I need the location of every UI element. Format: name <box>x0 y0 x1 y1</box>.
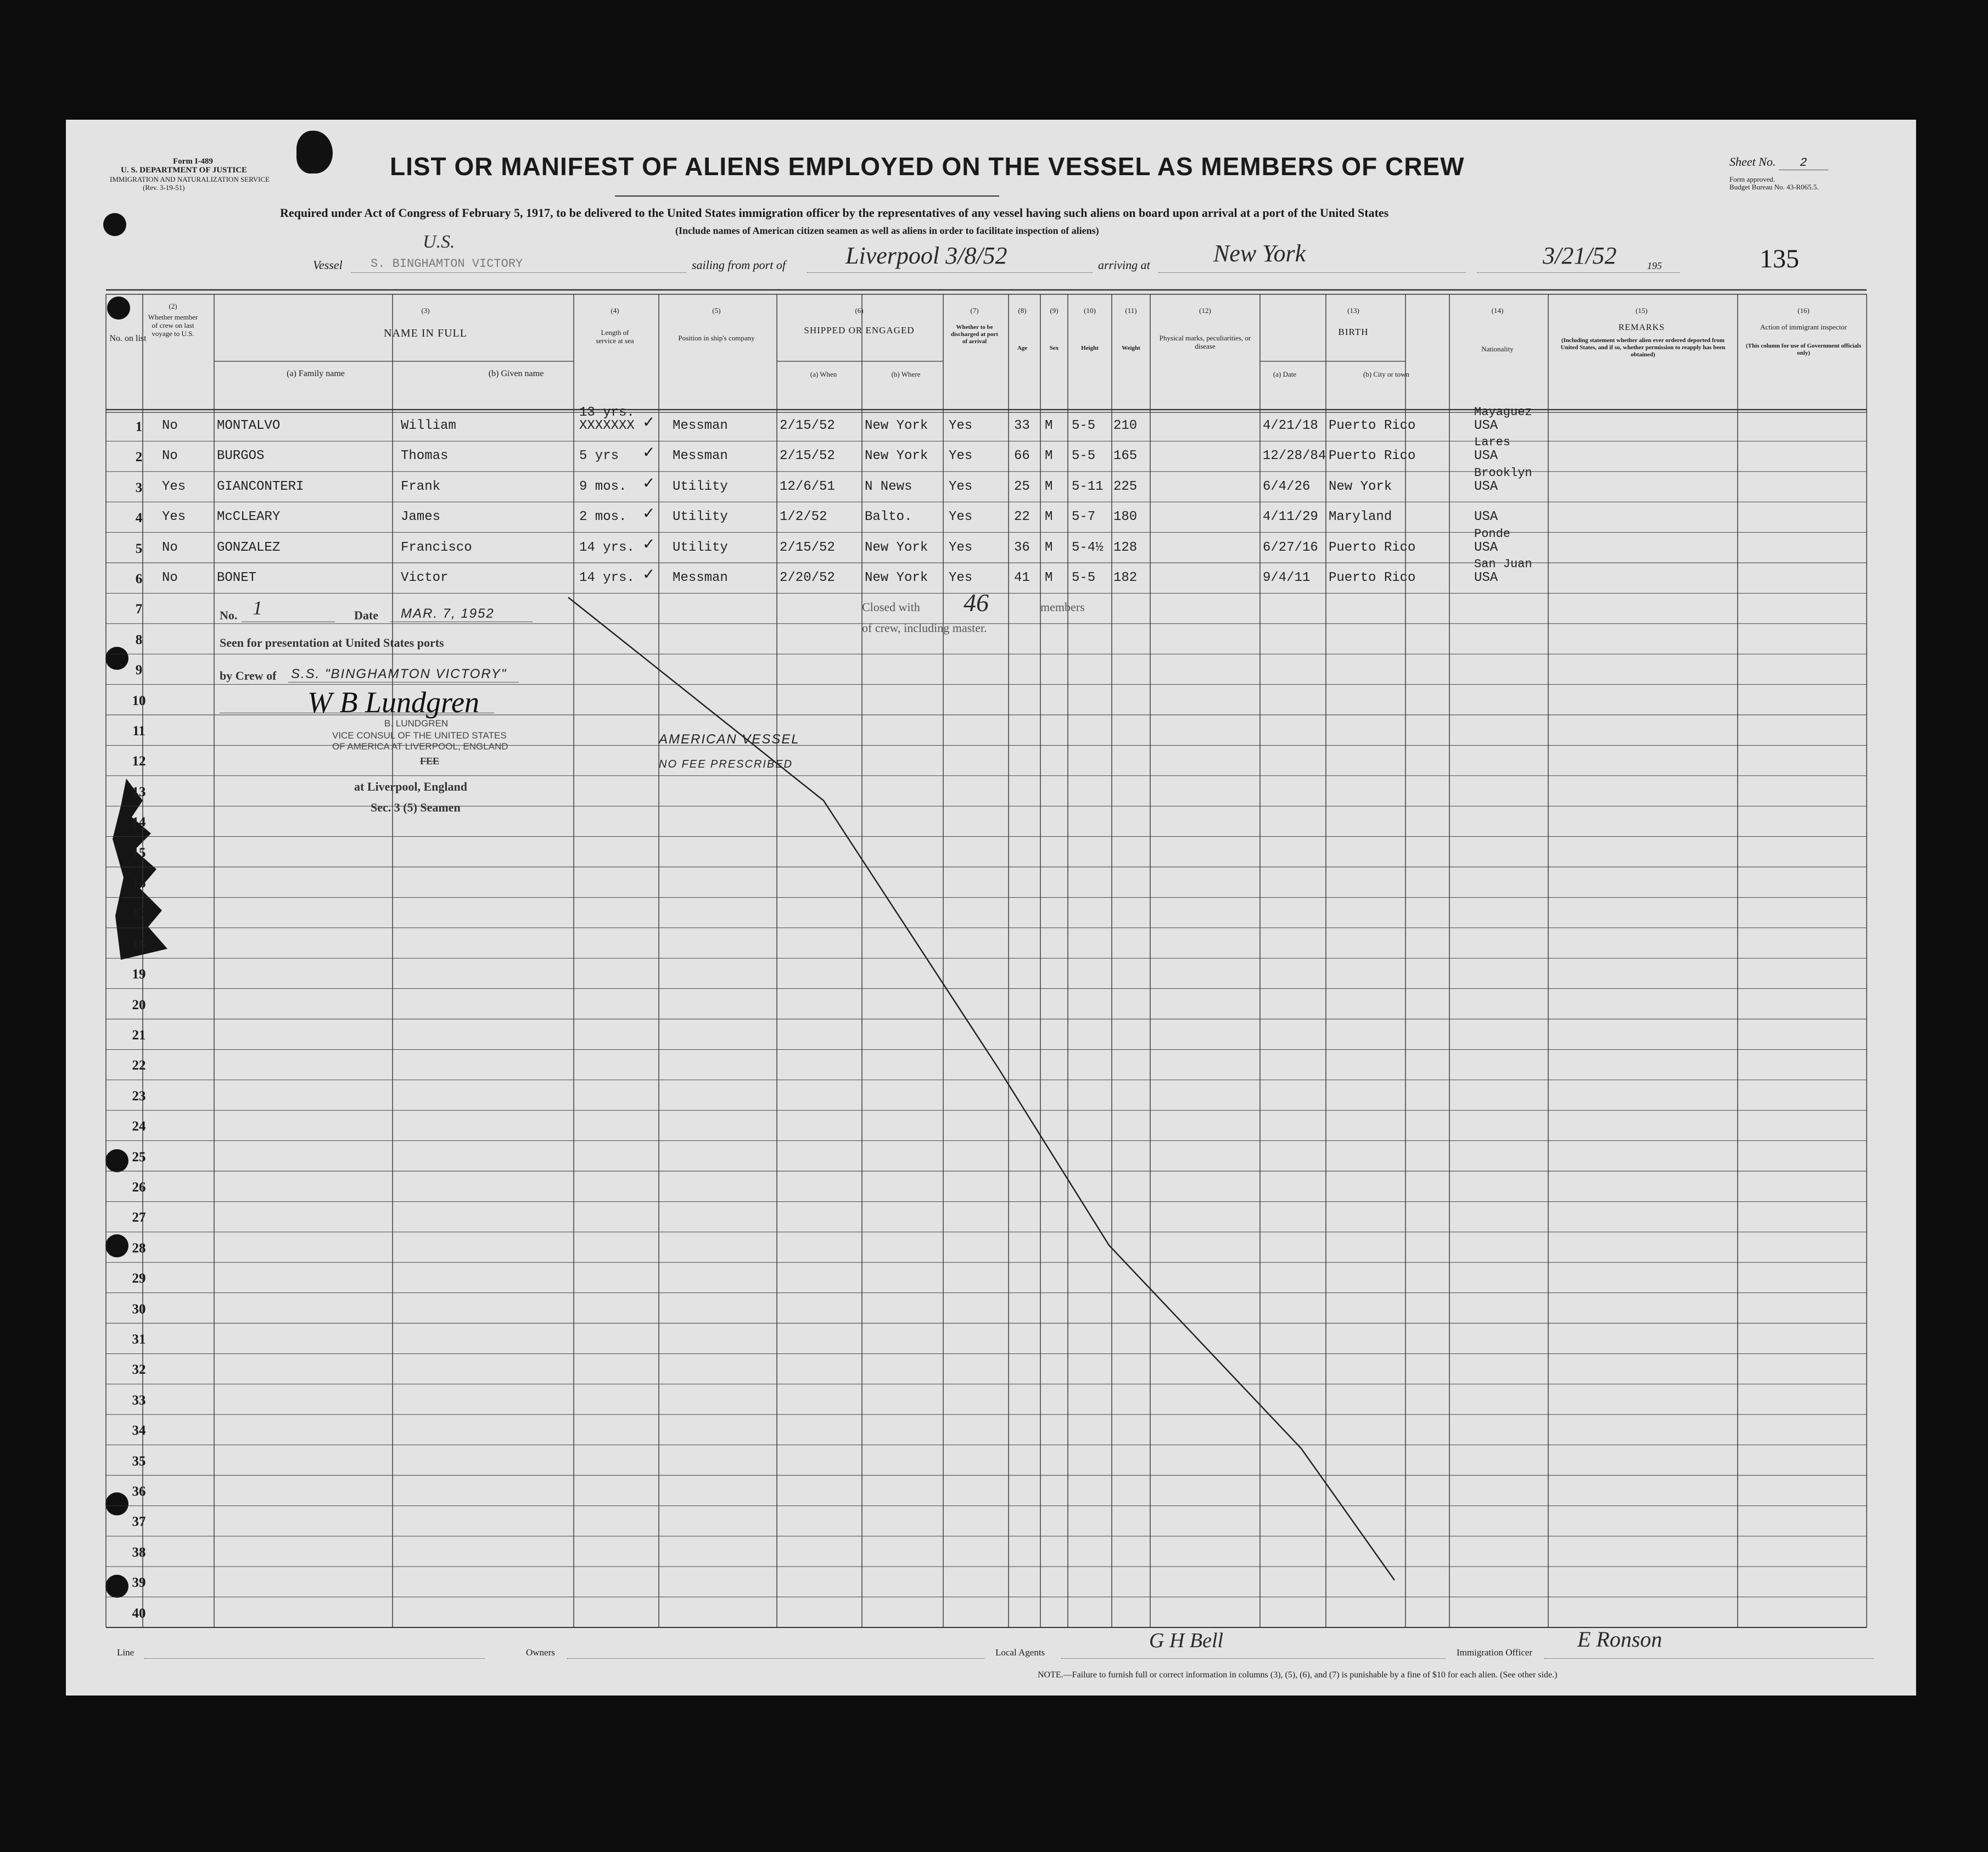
nationality: USA <box>1474 479 1498 494</box>
approval-note: Form approved. <box>1729 175 1776 183</box>
check-mark-icon: ✓ <box>642 535 656 553</box>
row-number: 20 <box>132 997 146 1012</box>
header-col5-num: (5) <box>712 306 721 315</box>
header-col2-num: (2) <box>169 302 177 310</box>
include-note: (Include names of American citizen seamen as well as aliens in order to facilitate inspection of aliens) <box>675 225 1099 236</box>
sheet-value: 2 <box>1779 156 1828 170</box>
footer-agents-signature: G H Bell <box>1149 1629 1224 1652</box>
row-number: 38 <box>132 1545 146 1560</box>
age: 66 <box>1014 449 1030 464</box>
shipped-where: New York <box>865 418 928 433</box>
revision: (Rev. 3-19-51) <box>143 183 185 192</box>
consul-title-1: VICE CONSUL OF THE UNITED STATES <box>332 730 507 741</box>
row-number: 36 <box>132 1484 146 1499</box>
birth-date: 4/21/18 <box>1263 418 1318 433</box>
shipped-when: 2/20/52 <box>780 570 835 585</box>
birth-city: Puerto Rico <box>1329 540 1416 555</box>
birth-city: Maryland <box>1329 510 1392 525</box>
sailing-label: sailing from port of <box>692 258 786 272</box>
row-number: 9 <box>135 663 143 678</box>
row-number: 33 <box>132 1392 146 1408</box>
shipped-when: 2/15/52 <box>780 449 835 464</box>
service-length: 9 mos. <box>579 479 627 494</box>
form-number: Form I-489 <box>173 157 213 166</box>
consul-signature: W B Lundgren <box>307 686 479 719</box>
service-length: 14 yrs. <box>579 540 635 555</box>
height: 5-4½ <box>1072 540 1104 555</box>
check-mark-icon: ✓ <box>642 505 656 523</box>
manifest-sheet <box>66 120 1916 1696</box>
footer-line <box>117 1627 1874 1669</box>
shipped-when: 12/6/51 <box>780 479 835 494</box>
birth-town-note: San Juan <box>1474 557 1532 571</box>
birth-city: Puerto Rico <box>1329 570 1416 585</box>
birth-town-note: Mayaguez <box>1474 405 1532 419</box>
consul-title-2: OF AMERICA AT LIVERPOOL, ENGLAND <box>332 741 508 752</box>
footer-line-underline <box>144 1658 485 1659</box>
of-crew-label: of crew, including master. <box>862 621 987 635</box>
stamp-seen-text: Seen for presentation at United States ports <box>220 636 444 650</box>
stamp-fee: FEE <box>420 756 440 766</box>
discharged: Yes <box>949 570 973 585</box>
weight: 128 <box>1113 540 1138 555</box>
sex: M <box>1045 510 1053 525</box>
row-number: 25 <box>132 1149 146 1165</box>
row-number: 34 <box>132 1423 146 1439</box>
header-action-note: (This column for use of Government officials only) <box>1746 343 1862 356</box>
header-length-of-service: Length of service at sea <box>596 328 634 345</box>
vessel-label: Vessel <box>313 258 343 272</box>
vessel-prefix: U.S. <box>423 232 455 252</box>
check-mark-icon: ✓ <box>642 414 656 431</box>
check-mark-icon: ✓ <box>642 474 656 492</box>
row-number: 24 <box>132 1119 146 1134</box>
arriving-port: New York <box>1213 240 1306 267</box>
family-name: BURGOS <box>217 449 265 464</box>
service: IMMIGRATION AND NATURALIZATION SERVICE <box>110 175 270 183</box>
header-remarks: REMARKS <box>1618 323 1665 332</box>
shipped-when: 2/15/52 <box>780 540 835 555</box>
shipped-where: New York <box>865 540 928 555</box>
header-sex: Sex <box>1049 345 1059 351</box>
footer-note: NOTE.—Failure to furnish full or correct information in columns (3), (5), (6), and (7) is punishable by a fine of $10 for each alien. (See other side.) <box>1038 1670 1558 1680</box>
age: 22 <box>1014 510 1030 525</box>
age: 41 <box>1014 570 1030 585</box>
sailing-port: Liverpool 3/8/52 <box>845 242 1007 269</box>
birth-town-note: Ponde <box>1474 527 1511 541</box>
shipped-where: New York <box>865 570 928 585</box>
discharged: Yes <box>949 540 973 555</box>
header-col4-num: (4) <box>611 306 619 315</box>
row-number: 12 <box>132 754 146 769</box>
header-col12-num: (12) <box>1199 306 1211 315</box>
row-number: 23 <box>132 1088 146 1104</box>
row-number: 8 <box>135 632 143 647</box>
header-nationality: Nationality <box>1481 345 1514 353</box>
header-action: Action of immigrant inspector <box>1760 323 1847 331</box>
birth-town-note: Lares <box>1474 435 1511 450</box>
weight: 225 <box>1113 479 1138 494</box>
arriving-label: arriving at <box>1098 258 1150 272</box>
footer-owners-label: Owners <box>526 1647 555 1658</box>
row-number: 32 <box>132 1362 146 1378</box>
row-number: 35 <box>132 1453 146 1469</box>
given-name: Thomas <box>401 449 449 464</box>
row-number: 11 <box>132 724 145 738</box>
given-name: James <box>401 510 441 525</box>
requirement-text: Required under Act of Congress of February 5, 1917, to be delivered to the United States immigration officer by the representatives of any vessel having such aliens on board upon arrival at a port of the United States <box>280 206 1389 220</box>
header-col11-num: (11) <box>1125 306 1137 315</box>
family-name: McCLEARY <box>217 510 281 525</box>
header-col7-num: (7) <box>970 306 979 315</box>
row-number: 16 <box>132 876 146 891</box>
row-number: 10 <box>132 693 146 708</box>
service-length: 5 yrs <box>579 449 619 464</box>
sex: M <box>1045 570 1053 585</box>
header-no-on-list: No. on list <box>109 334 147 343</box>
vessel-name: S. BINGHAMTON VICTORY <box>371 257 523 271</box>
members-label: members <box>1040 600 1085 614</box>
nationality: USA <box>1474 540 1498 555</box>
shipped-where: Balto. <box>865 510 912 525</box>
header-col9-num: (9) <box>1050 306 1059 315</box>
height: 5-11 <box>1072 479 1104 494</box>
row-number: 28 <box>132 1240 146 1256</box>
height: 5-5 <box>1072 418 1096 433</box>
row-number: 6 <box>135 572 143 586</box>
row-number: 13 <box>132 784 146 799</box>
discharged: Yes <box>949 418 973 433</box>
given-name: William <box>401 418 456 433</box>
last-voyage: No <box>162 418 178 433</box>
consul-name: B. LUNDGREN <box>384 718 449 729</box>
row-number: 40 <box>132 1605 146 1621</box>
header-height: Height <box>1081 345 1099 351</box>
header-col16-num: (16) <box>1797 306 1810 315</box>
header-birth-city: (b) City or town <box>1363 370 1410 378</box>
shipped-where: New York <box>865 449 928 464</box>
shipped-where: N News <box>865 479 912 494</box>
crew-count: 46 <box>964 589 989 617</box>
sheet-label: Sheet No. <box>1729 155 1776 169</box>
position: Utility <box>673 540 728 555</box>
service-length: XXXXXXX <box>579 418 635 433</box>
stamp-by-crew: by Crew of <box>220 669 277 682</box>
last-voyage: No <box>162 449 178 464</box>
family-name: GIANCONTERI <box>217 479 304 494</box>
row-number: 4 <box>135 511 143 526</box>
header-physical-marks: Physical marks, peculiarities, or disease <box>1159 334 1251 350</box>
stamp-date-label: Date <box>354 608 378 622</box>
row-number: 29 <box>132 1271 146 1286</box>
last-voyage: No <box>162 570 178 585</box>
stamp-at-liverpool: at Liverpool, England <box>354 780 467 793</box>
age: 25 <box>1014 479 1030 494</box>
row-number: 37 <box>132 1514 146 1530</box>
sex: M <box>1045 479 1053 494</box>
position: Messman <box>673 570 728 585</box>
row-number: 18 <box>132 936 146 952</box>
row-number: 5 <box>135 541 143 556</box>
birth-date: 6/4/26 <box>1263 479 1311 494</box>
arrival-date: 3/21/52 <box>1543 242 1617 269</box>
stamp-no-value: 1 <box>253 597 262 619</box>
birth-city: Puerto Rico <box>1329 449 1416 464</box>
page-stamp-number: 135 <box>1760 244 1799 273</box>
position: Utility <box>673 510 728 525</box>
header-col8-num: (8) <box>1018 306 1027 315</box>
footer-agents-label: Local Agents <box>995 1647 1045 1658</box>
service-length: 2 mos. <box>579 510 627 525</box>
header-remarks-note: (Including statement whether alien ever ordered deported from United States, and if so, whether permission to reapply has been obtained) <box>1560 337 1726 358</box>
row-number: 19 <box>132 967 146 982</box>
row-number: 21 <box>132 1028 146 1043</box>
header-discharged: Whether to be discharged at port of arrival <box>950 324 999 345</box>
row-number: 1 <box>135 419 143 434</box>
row-number: 39 <box>132 1575 146 1591</box>
sex: M <box>1045 449 1053 464</box>
age: 36 <box>1014 540 1030 555</box>
position: Messman <box>673 418 728 433</box>
given-name: Frank <box>401 479 441 494</box>
row-number: 26 <box>132 1180 146 1195</box>
position: Utility <box>673 479 728 494</box>
header-where: (b) Where <box>891 370 921 378</box>
footer-officer-signature: E Ronson <box>1577 1627 1662 1652</box>
service-length-note: 13 yrs. <box>579 405 635 420</box>
budget-note: Budget Bureau No. 43-R065.5. <box>1729 183 1819 191</box>
birth-date: 6/27/16 <box>1263 540 1318 555</box>
footer-officer-label: Immigration Officer <box>1457 1647 1533 1658</box>
nationality: USA <box>1474 449 1498 464</box>
header-shipped-engaged: SHIPPED OR ENGAGED <box>804 325 915 335</box>
discharged: Yes <box>949 510 973 525</box>
family-name: BONET <box>217 570 257 585</box>
row-number: 3 <box>135 480 143 495</box>
age: 33 <box>1014 418 1030 433</box>
position: Messman <box>673 449 728 464</box>
row-number: 31 <box>132 1332 146 1347</box>
last-voyage: No <box>162 540 178 555</box>
row-number: 2 <box>135 450 143 465</box>
family-name: GONZALEZ <box>217 540 281 555</box>
row-number: 14 <box>132 815 146 830</box>
header-when: (a) When <box>810 370 837 378</box>
sex: M <box>1045 418 1053 433</box>
header-age: Age <box>1017 345 1028 351</box>
header-given-name: (b) Given name <box>488 369 544 378</box>
header-col3-num: (3) <box>421 306 430 315</box>
header-col15-num: (15) <box>1636 306 1648 315</box>
weight: 182 <box>1113 570 1138 585</box>
row-number: 15 <box>132 845 146 860</box>
service-length: 14 yrs. <box>579 570 635 585</box>
birth-date: 4/11/29 <box>1263 510 1318 525</box>
stamp-ship-name: S.S. "BINGHAMTON VICTORY" <box>291 667 507 681</box>
year-suffix: 195 <box>1647 260 1662 271</box>
row-number: 7 <box>135 602 143 617</box>
given-name: Victor <box>401 570 449 585</box>
height: 5-5 <box>1072 449 1096 464</box>
shipped-when: 2/15/52 <box>780 418 835 433</box>
stamp-no-label: No. <box>220 608 238 622</box>
closed-with-label: Closed with <box>862 600 920 614</box>
row-number: 17 <box>132 906 146 921</box>
given-name: Francisco <box>401 540 472 555</box>
nationality: USA <box>1474 510 1498 525</box>
header-col6-num: (6) <box>855 306 864 315</box>
birth-date: 9/4/11 <box>1263 570 1311 585</box>
footer-line-label: Line <box>117 1647 135 1658</box>
discharged: Yes <box>949 479 973 494</box>
annotation-no-fee: NO FEE PRESCRIBED <box>659 758 793 770</box>
weight: 165 <box>1113 449 1138 464</box>
stamp-section: Sec. 3 (5) Seamen <box>371 801 461 814</box>
height: 5-7 <box>1072 510 1096 525</box>
header-birth-date: (a) Date <box>1273 370 1297 378</box>
footer-owners-underline <box>567 1658 984 1659</box>
row-number: 22 <box>132 1058 146 1073</box>
page-title: LIST OR MANIFEST OF ALIENS EMPLOYED ON THE VESSEL AS MEMBERS OF CREW <box>390 152 1465 181</box>
row-number: 30 <box>132 1301 146 1317</box>
birth-city: Puerto Rico <box>1329 418 1416 433</box>
diagonal-cancel-line <box>66 120 1916 1696</box>
header-name-in-full: NAME IN FULL <box>384 327 467 339</box>
footer-officer-underline <box>1544 1658 1874 1659</box>
discharged: Yes <box>949 449 973 464</box>
check-mark-icon: ✓ <box>642 566 656 583</box>
header-col14-num: (14) <box>1491 306 1504 315</box>
header-birth: BIRTH <box>1338 327 1369 337</box>
weight: 180 <box>1113 510 1138 525</box>
stamp-date-value: MAR. 7, 1952 <box>401 606 495 621</box>
header-weight: Weight <box>1122 345 1140 351</box>
nationality: USA <box>1474 418 1498 433</box>
header-col10-num: (10) <box>1084 306 1096 315</box>
header-col13-num: (13) <box>1347 306 1359 315</box>
sex: M <box>1045 540 1053 555</box>
birth-town-note: Brooklyn <box>1474 466 1532 480</box>
nationality: USA <box>1474 570 1498 585</box>
weight: 210 <box>1113 418 1138 433</box>
check-mark-icon: ✓ <box>642 444 656 462</box>
header-family-name: (a) Family name <box>287 369 345 378</box>
footer-agents-underline <box>1061 1658 1446 1659</box>
department: U. S. DEPARTMENT OF JUSTICE <box>121 166 248 175</box>
row-number: 27 <box>132 1210 146 1226</box>
birth-date: 12/28/84 <box>1263 449 1326 464</box>
last-voyage: Yes <box>162 479 186 494</box>
header-position: Position in ship's company <box>678 334 755 342</box>
last-voyage: Yes <box>162 510 186 525</box>
header-last-voyage: Whether member of crew on last voyage to U.S. <box>148 313 198 338</box>
annotation-american-vessel: AMERICAN VESSEL <box>659 732 800 747</box>
birth-city: New York <box>1329 479 1392 494</box>
family-name: MONTALVO <box>217 418 281 433</box>
shipped-when: 1/2/52 <box>780 510 827 525</box>
height: 5-5 <box>1072 570 1096 585</box>
